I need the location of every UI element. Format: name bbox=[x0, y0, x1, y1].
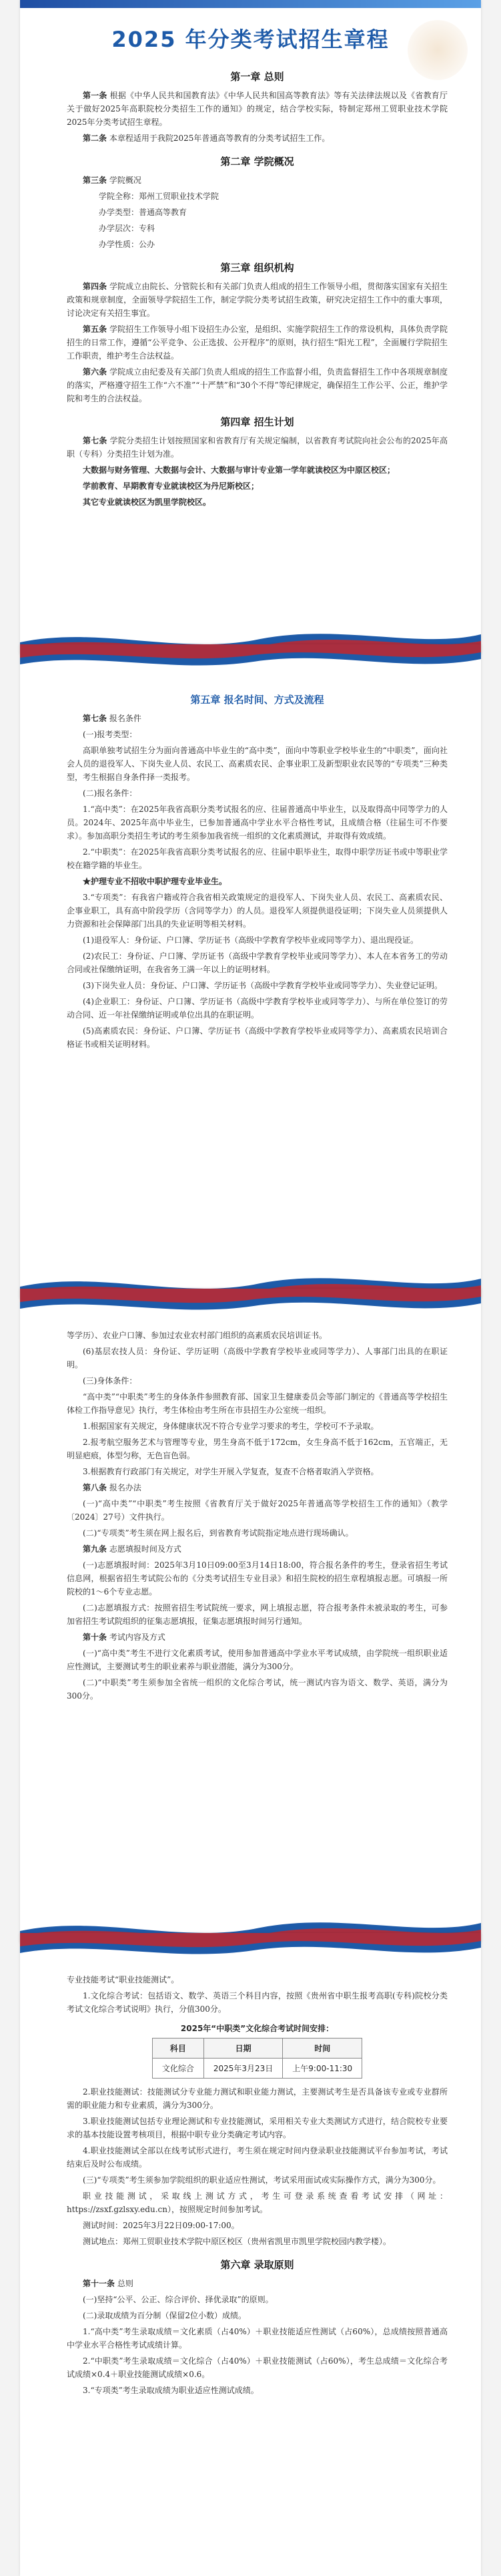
admission-vocational: 2.“中职类”考生录取成绩＝文化综合（占40%）＋职业技能测试（占60%），考生总成绩＝文化综合考试成绩×0.4＋职业技能测试成绩×0.6。 bbox=[67, 2356, 448, 2379]
volunteer-method: (二)志愿填报方式：按照省招生考试院统一要求，网上填报志愿，符合报考条件未被录取的考生，可参加省招生考试院组织的征集志愿填报，征集志愿填报时间另行通知。 bbox=[67, 1603, 448, 1626]
special-farmers: (5)高素质农民：身份证、户口簿、学历证书（高级中学教育学校毕业或同等学力）、高素质农民培训合格证书或相关证明材料。 bbox=[67, 1026, 448, 1049]
exam-skills: 2.职业技能测试：技能测试分专业能力测试和职业能力测试，主要测试考生是否具备该专业或专业群所需的职业能力和专业素质，满分为300分。 bbox=[67, 2087, 448, 2110]
chapter-1-heading: 第一章 总则 bbox=[230, 71, 284, 83]
school-info-line: 办学性质：公办 bbox=[99, 240, 155, 249]
continued-text: 专业技能考试“职业技能测试”。 bbox=[67, 1975, 179, 1984]
school-info-line: 学院全称：郑州工贸职业技术学院 bbox=[99, 192, 219, 201]
special-employees: (4)企业职工：身份证、户口簿、学历证书（高级中学教育学校毕业或同等学力）、与所在单位签订的劳动合同、近一年社保缴纳证明或单位出具的在职证明。 bbox=[67, 997, 448, 1020]
condition-special: 3.“专项类”：有我省户籍或符合我省相关政策规定的退役军人、下岗失业人员、农民工、高素质农民、企事业职工，具有高中阶段学历（含同等学力）的人员。退役军人须提供退役证明；下岗失业人员须提供人力资源和社会保障部门出具的失业证明等相关材料。 bbox=[67, 893, 448, 929]
continued-text: 等学历）、农业户口簿、参加过农业农村部门组织的高素质农民培训证书。 bbox=[67, 1331, 328, 1340]
exam-skills-content: 3.职业技能测试包括专业理论测试和专业技能测试，采用相关专业大类测试方式进行，结合院校专业要求的基本技能设置考核项目，根据中职专业分类确定考试内容。 bbox=[67, 2117, 448, 2139]
chapter-5 bbox=[67, 683, 448, 1054]
chapter-1 bbox=[67, 60, 448, 511]
campus-note-3: 其它专业就读校区为凯里学院校区。 bbox=[83, 497, 211, 507]
chapter-3-heading: 第三章 组织机构 bbox=[220, 262, 294, 274]
article-4: 第四条 学院成立由院长、分管院长和有关部门负责人组成的招生工作领导小组，贯彻落实国家有关招生政策和规章制度，全面领导学院招生工作，制定学院分类考试招生政策，研究决定招生工作中的重大事项，讨论决定有关招生事宜。 bbox=[67, 282, 448, 318]
sub-heading-types: (一)报考类型： bbox=[83, 730, 137, 739]
admission-high-school: 1.“高中类”考生录取成绩＝文化素质（占40%）＋职业技能适应性测试（占60%），总成绩按照普通高中学业水平合格性考试成绩计算。 bbox=[67, 2327, 448, 2350]
table-cell: 上午9:00-11:30 bbox=[283, 2059, 362, 2079]
special-agri-tech: (6)基层农技人员：身份证、学历证明（高级中学教育学校毕业或同等学力）、人事部门出具的在职证明。 bbox=[67, 1347, 448, 1369]
article-8: 第八条 报名办法 bbox=[83, 1483, 141, 1492]
exam-high-school: (一)“高中类”考生不进行文化素质考试，使用参加普通高中学业水平考试成绩，由学院统一组织职业适应性测试，主要测试考生的职业素养与职业潜能，满分为300分。 bbox=[67, 1649, 448, 1671]
table-row bbox=[152, 2059, 362, 2079]
exam-special: (三)“专项类”考生须参加学院组织的职业适应性测试，考试采用面试或实际操作方式，满分为300分。 bbox=[83, 2175, 441, 2185]
exam-vocational: (二)“中职类”考生须参加全省统一组织的文化综合考试，统一测试内容为语文、数学、英语，满分为300分。 bbox=[67, 1678, 448, 1701]
article-6: 第六条 学院成立由纪委及有关部门负责人组成的招生工作监督小组，负责监督招生工作中各项规章制度的落实，严格遵守招生工作“六不准”“十严禁”和“30个不得”等纪律规定，确保招生工作公平、公正，维护学院和考生的合法权益。 bbox=[67, 367, 448, 403]
table-cell: 文化综合 bbox=[152, 2059, 203, 2079]
volunteer-time: (一)志愿填报时间：2025年3月10日09:00至3月14日18:00，符合报名条件的考生，登录省招生考试信息网，根据省招生考试院公布的《分类考试招生专业目录》和招生院校的招生章程填报志愿。可填报一所院校的1～6个专业志愿。 bbox=[67, 1560, 448, 1596]
chapter-4-heading: 第四章 招生计划 bbox=[220, 416, 294, 428]
article-2: 第二条 本章程适用于我院2025年普通高等教育的分类考试招生工作。 bbox=[83, 134, 330, 143]
registration-rule-1: (一)“高中类”“中职类”考生按照《省教育厅关于做好2025年普通高等学校招生工作的通知》（教学〔2024〕27号）文件执行。 bbox=[67, 1499, 448, 1522]
table-header-cell: 时间 bbox=[283, 2038, 362, 2059]
nursing-warning: ★护理专业不招收中职护理专业毕业生。 bbox=[83, 877, 227, 886]
admission-principle: (一)坚持“公平、公正、综合评价、择优录取”的原则。 bbox=[83, 2295, 274, 2304]
chapter-6-heading: 第六章 录取原则 bbox=[220, 2259, 294, 2271]
admission-score-format: (二)录取成绩为百分制（保留2位小数）成绩。 bbox=[83, 2311, 246, 2320]
exam-and-admission bbox=[67, 1973, 448, 2400]
article-11: 第十一条 总则 bbox=[83, 2279, 133, 2288]
school-info-line: 办学层次：专科 bbox=[99, 224, 155, 233]
exam-online-platform: 职业技能测试，采取线上测试方式，考生可登录系统查看考试安排（网址：https://zsxf.gzlsxy.edu.cn），按照规定时间参加考试。 bbox=[67, 2191, 448, 2214]
exam-test-location: 测试地点：郑州工贸职业技术学院中原区校区（贵州省凯里市凯里学院校园内教学楼）。 bbox=[83, 2237, 392, 2246]
special-unemployed: (3)下岗失业人员：身份证、户口簿、学历证书（高级中学教育学校毕业或同等学力）、失业登记证明。 bbox=[83, 981, 443, 990]
exam-test-time: 测试时间：2025年3月22日09:00-17:00。 bbox=[83, 2221, 239, 2230]
exam-culture: 1.文化综合考试：包括语文、数学、英语三个科目内容，按照《贵州省中职生报考高职(专科)院校分类考试文化综合考试说明》执行，分值300分。 bbox=[67, 1991, 448, 2014]
table-header-row bbox=[152, 2038, 362, 2059]
exam-skills-online: 4.职业技能测试全部以在线考试形式进行，考生须在规定时间内登录职业技能测试平台参加考试，考试结束后及时公布成绩。 bbox=[67, 2146, 448, 2169]
health-rule-1: “高中类”“中职类”考生的身体条件参照教育部、国家卫生健康委员会等部门制定的《普通高等学校招生体检工作指导意见》执行，考生体检由考生所在市县招生办公室统一组织。 bbox=[67, 1392, 448, 1415]
chapter-2-heading: 第二章 学院概况 bbox=[220, 156, 294, 168]
special-migrant-workers: (2)农民工：身份证、户口簿、学历证书（高级中学教育学校毕业或同等学力）、本人在本省务工的劳动合同或社保缴纳证明，在我省务工满一年以上的证明材料。 bbox=[67, 951, 448, 974]
article-5: 第五条 学院招生工作领导小组下设招生办公室，是组织、实施学院招生工作的常设机构，具体负责学院招生的日常工作，遵循“公平竞争、公正选拔、公开程序”的原则，执行招生“阳光工程”，全面履行学院招生工作职责，维护考生合法权益。 bbox=[67, 325, 448, 361]
page-top-wave bbox=[20, 1289, 481, 1321]
exam-schedule-table bbox=[152, 2022, 362, 2079]
page-title: 2025 年分类考试招生章程 bbox=[111, 27, 390, 52]
health-rule-4: 3.根据教育行政部门有关规定，对学生开展入学复查，复查不合格者取消入学资格。 bbox=[83, 1467, 379, 1476]
condition-vocational: 2.“中职类”：在2025年我省高职分类考试报名的应、往届中职毕业生，取得中职学历证书或中等职业学校在籍学籍的毕业生。 bbox=[67, 847, 448, 870]
article-1: 第一条 根据《中华人民共和国教育法》《中华人民共和国高等教育法》等有关法律法规以及《省教育厅关于做好2025年高职院校分类招生工作的通知》的规定，结合学校实际，特制定郑州工贸职业技术学院2025年分类考试招生章程。 bbox=[67, 91, 448, 127]
table-cell: 2025年3月23日 bbox=[203, 2059, 282, 2079]
campus-note-1: 大数据与财务管理、大数据与会计、大数据与审计专业第一学年就读校区为中原区校区； bbox=[83, 465, 396, 475]
page-top-bar bbox=[20, 0, 481, 8]
article-3: 第三条 学院概况 bbox=[83, 176, 141, 185]
article-10: 第十条 考试内容及方式 bbox=[83, 1633, 165, 1642]
document-page-1 bbox=[20, 0, 481, 654]
health-rule-3: 2.报考航空服务艺术与管理等专业，男生身高不低于172cm，女生身高不低于162cm，五官端正，无明显疤痕，体型匀称，无色盲色弱。 bbox=[67, 1438, 448, 1460]
special-veterans: (1)退役军人：身份证、户口簿、学历证书（高级中学教育学校毕业或同等学力）、退出现役证。 bbox=[83, 935, 419, 945]
chapter-5-heading: 第五章 报名时间、方式及流程 bbox=[190, 694, 324, 706]
campus-note-2: 学前教育、早期教育专业就读校区为丹尼斯校区； bbox=[83, 481, 260, 491]
condition-high-school: 1.“高中类”：在2025年我省高职分类考试报名的应、往届普通高中毕业生，以及取得高中同等学力的人员。2024年、2025年高中毕业生，已参加普通高中学业水平合格性考试，且成绩合格（往届生可不作要求）。参加高职分类招生考试的考生须参加我省统一组织的文化素质测试，并取得有效成绩。 bbox=[67, 805, 448, 841]
document-page-4 bbox=[20, 1933, 481, 2576]
sub-heading-conditions: (二)报名条件： bbox=[83, 789, 137, 798]
chapter-5-continued bbox=[67, 1329, 448, 1705]
document-page-2 bbox=[20, 644, 481, 1299]
types-intro: 高职单独考试招生分为面向普通高中毕业生的“高中类”，面向中等职业学校毕业生的“中职类”，面向社会人员的退役军人、下岗失业人员、农民工、高素质农民、企事业职工及新型职业农民等的“专项类”三种类型，考生根据自身条件择一类报考。 bbox=[67, 746, 448, 782]
page-top-wave bbox=[20, 1933, 481, 1965]
page-top-wave bbox=[20, 644, 481, 676]
table-header-cell: 科目 bbox=[152, 2038, 203, 2059]
article-7: 第七条 学院分类招生计划按照国家和省教育厅有关规定编制，以省教育考试院向社会公布的2025年高职（专科）分类招生计划为准。 bbox=[67, 436, 448, 459]
article-7b: 第七条 报名条件 bbox=[83, 714, 141, 723]
document-page-3 bbox=[20, 1289, 481, 1943]
article-9: 第九条 志愿填报时间及方式 bbox=[83, 1544, 181, 1554]
exam-schedule-caption: 2025年“中职类”文化综合考试时间安排： bbox=[180, 2024, 334, 2033]
admission-special: 3.“专项类”考生录取成绩为职业适应性测试成绩。 bbox=[83, 2386, 259, 2395]
health-heading: (三)身体条件： bbox=[83, 1376, 137, 1385]
health-rule-2: 1.根据国家有关规定，身体健康状况不符合专业学习要求的考生，学校可不予录取。 bbox=[83, 1422, 379, 1431]
registration-rule-2: (二)“专项类”考生须在网上报名后，到省教育考试院指定地点进行现场确认。 bbox=[83, 1528, 354, 1538]
school-info-line: 办学类型：普通高等教育 bbox=[99, 208, 187, 217]
table-header-cell: 日期 bbox=[203, 2038, 282, 2059]
